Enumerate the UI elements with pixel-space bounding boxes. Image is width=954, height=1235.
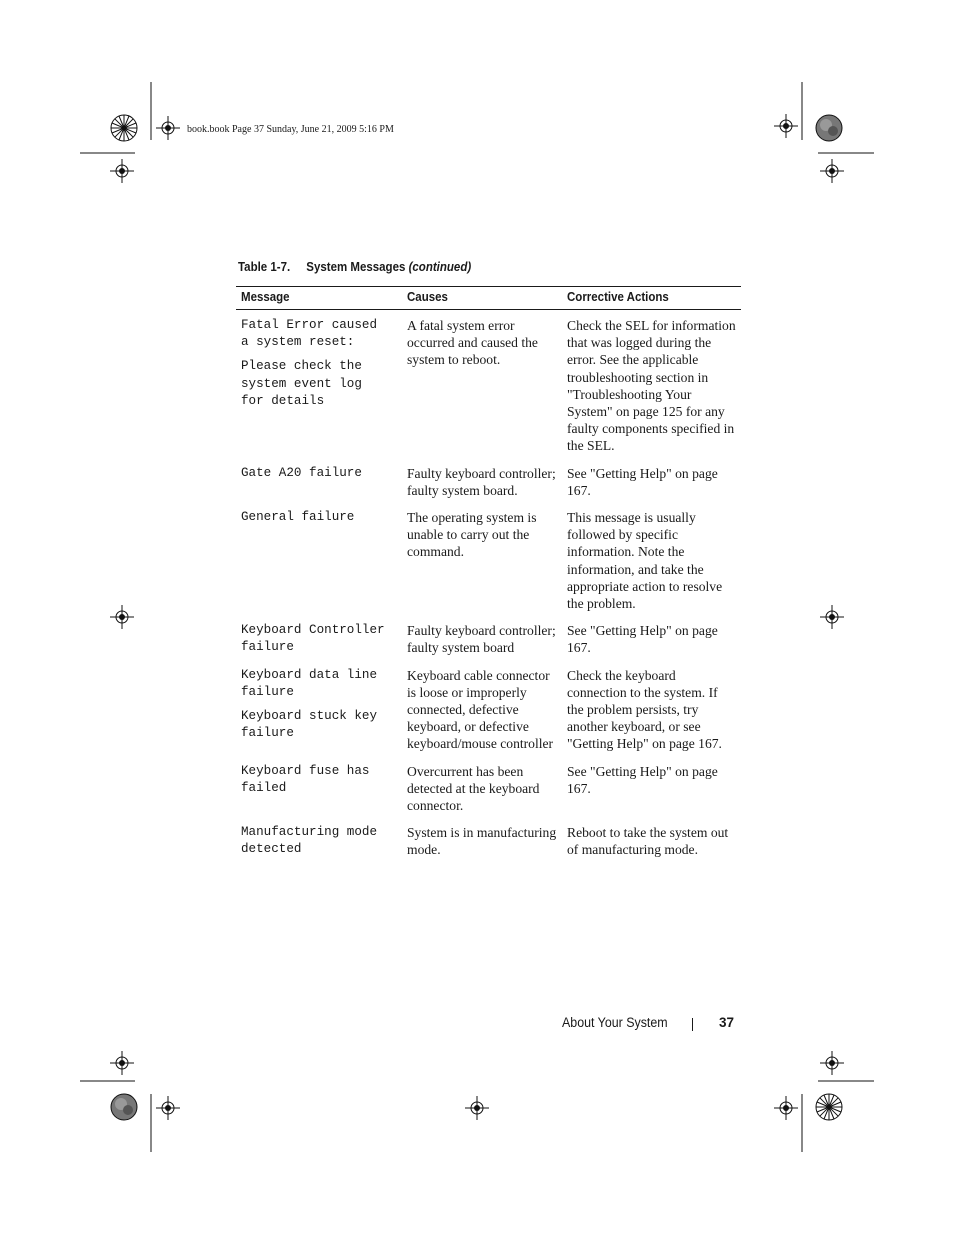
action-cell: Reboot to take the system out of manufacturing mode. — [567, 825, 729, 858]
header-corrective-actions: Corrective Actions — [562, 287, 741, 310]
footer-separator — [692, 1018, 693, 1031]
footer-section-title: About Your System — [562, 1015, 668, 1030]
message-text: Gate A20 failure — [241, 465, 362, 480]
page-number: 37 — [719, 1015, 735, 1030]
table-row — [236, 822, 741, 866]
cause-cell: A fatal system error occurred and caused the system to reboot. — [407, 318, 538, 368]
message-cell — [236, 620, 402, 664]
table-row — [236, 507, 741, 620]
cause-cell: System is in manufacturing mode. — [407, 825, 557, 858]
message-text: Keyboard stuck key failure — [241, 709, 378, 741]
action-cell: See "Getting Help" on page 167. — [567, 465, 718, 498]
cause-cell: Overcurrent has been detected at the keyboard connector. — [407, 763, 540, 814]
action-cell: See "Getting Help" on page 167. — [567, 763, 718, 796]
table-number: Table 1-7. — [238, 260, 291, 274]
action-cell: Check the keyboard connection to the system. If the problem persists, try another keyboard, or see "Getting Help" on page 167. — [567, 667, 722, 752]
message-cell — [236, 665, 402, 761]
message-text: Fatal Error caused a system reset: — [241, 318, 378, 350]
table-title: System Messages — [306, 260, 406, 274]
message-text: Keyboard data line failure — [241, 667, 378, 699]
table-header-row — [236, 287, 741, 310]
print-slug: book.book Page 37 Sunday, June 21, 2009 5:16 PM — [187, 124, 394, 135]
table-row — [236, 310, 741, 463]
message-text: Manufacturing mode detected — [241, 825, 378, 857]
table-caption — [238, 260, 471, 274]
message-cell — [236, 822, 402, 866]
table-continued: (continued) — [408, 260, 472, 274]
message-text: Please check the system event log for details — [241, 359, 362, 408]
table-row — [236, 665, 741, 761]
message-cell — [236, 761, 402, 823]
table-row — [236, 620, 741, 664]
message-cell — [236, 310, 402, 463]
message-cell — [236, 463, 402, 507]
cause-cell: The operating system is unable to carry out the command. — [407, 510, 537, 560]
message-text: Keyboard fuse has failed — [241, 763, 370, 795]
table-row — [236, 761, 741, 823]
header-message: Message — [236, 287, 402, 310]
page-footer — [562, 1015, 735, 1030]
action-cell: Check the SEL for information that was logged during the error. See the applicable troubleshooting section in "Troubleshooting Your System" on page 125 for any faulty components specified in the SEL. — [567, 318, 736, 454]
table-row — [236, 463, 741, 507]
message-text: General failure — [241, 510, 355, 525]
cause-cell: Keyboard cable connector is loose or improperly connected, defective keyboard, or defective keyboard/mouse controller — [407, 667, 554, 752]
action-cell: This message is usually followed by specific information. Note the information, and take the appropriate action to resolve the problem. — [567, 510, 723, 612]
action-cell: See "Getting Help" on page 167. — [567, 623, 718, 656]
system-messages-table — [236, 286, 741, 867]
cause-cell: Faulty keyboard controller; faulty system board — [407, 623, 556, 656]
message-cell — [236, 507, 402, 620]
header-causes: Causes — [402, 287, 562, 310]
cause-cell: Faulty keyboard controller; faulty system board. — [407, 465, 556, 498]
message-text: Keyboard Controller failure — [241, 623, 385, 655]
